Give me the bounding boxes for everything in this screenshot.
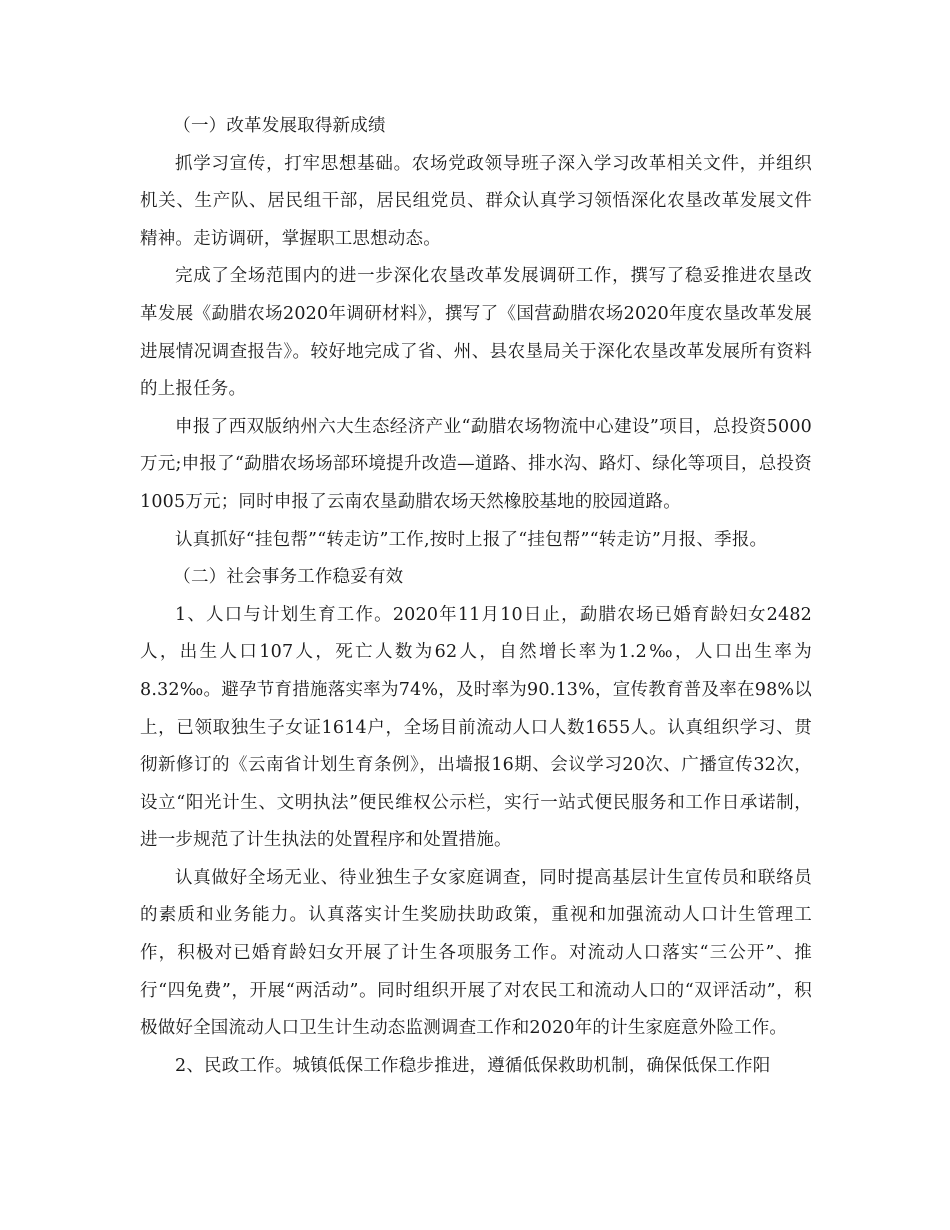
section-heading-2: （二）社会事务工作稳妥有效 xyxy=(173,567,404,588)
document-body xyxy=(140,108,812,1085)
paragraph-project-application: 申报了西双版纳州六大生态经济产业“勐腊农场物流中心建设”项目，总投资5000万元;申报了“勐腊农场场部环境提升改造—道路、排水沟、路灯、绿化等项目，总投资1005万元；同时申报了云南农垦勐腊农场天然橡胶基地的胶园道路。 xyxy=(140,416,812,512)
paragraph-family-planning: 1、人口与计划生育工作。2020年11月10日止，勐腊农场已婚育龄妇女2482人，出生人口107人，死亡人数为62人，自然增长率为1.2‰，人口出生率为8.32‰。避孕节育措施落实率为74%，及时率为90.13%，宣传教育普及率在98%以上，已领取独生子女证1614户，全场目前流动人口人数1655人。认真组织学习、贯彻新修订的《云南省计划生育条例》，出墙报16期、会议学习20次、广播宣传32次，设立“阳光计生、文明执法”便民维权公示栏，实行一站式便民服务和工作日承诺制，进一步规范了计生执法的处置程序和处置措施。 xyxy=(140,604,812,851)
paragraph-family-survey: 认真做好全场无业、待业独生子女家庭调查，同时提高基层计生宣传员和联络员的素质和业务能力。认真落实计生奖励扶助政策，重视和加强流动人口计生管理工作，积极对已婚育龄妇女开展了计生各项服务工作。对流动人口落实“三公开”、推行“四免费”，开展“两活动”。同时组织开展了对农民工和流动人口的“双评活动”，积极做好全国流动人口卫生计生动态监测调查工作和2020年的计生家庭意外险工作。 xyxy=(140,867,812,1039)
paragraph-visit-work: 认真抓好“挂包帮”“转走访”工作,按时上报了“挂包帮”“转走访”月报、季报。 xyxy=(175,529,768,550)
paragraph-research-work: 完成了全场范围内的进一步深化农垦改革发展调研工作，撰写了稳妥推进农垦改革发展《勐腊农场2020年调研材料》，撰写了《国营勐腊农场2020年度农垦改革发展进展情况调查报告》。较好地完成了省、州、县农垦局关于深化农垦改革发展所有资料的上报任务。 xyxy=(140,266,812,400)
section-heading-1: （一）改革发展取得新成绩 xyxy=(173,116,386,136)
paragraph-civil-affairs: 2、民政工作。城镇低保工作稳步推进，遵循低保救助机制，确保低保工作阳 xyxy=(175,1055,771,1076)
paragraph-study-propaganda: 抓学习宣传，打牢思想基础。农场党政领导班子深入学习改革相关文件，并组织机关、生产队、居民组干部，居民组党员、群众认真学习领悟深化农垦改革发展文件精神。走访调研，掌握职工思想动态。 xyxy=(140,153,812,249)
